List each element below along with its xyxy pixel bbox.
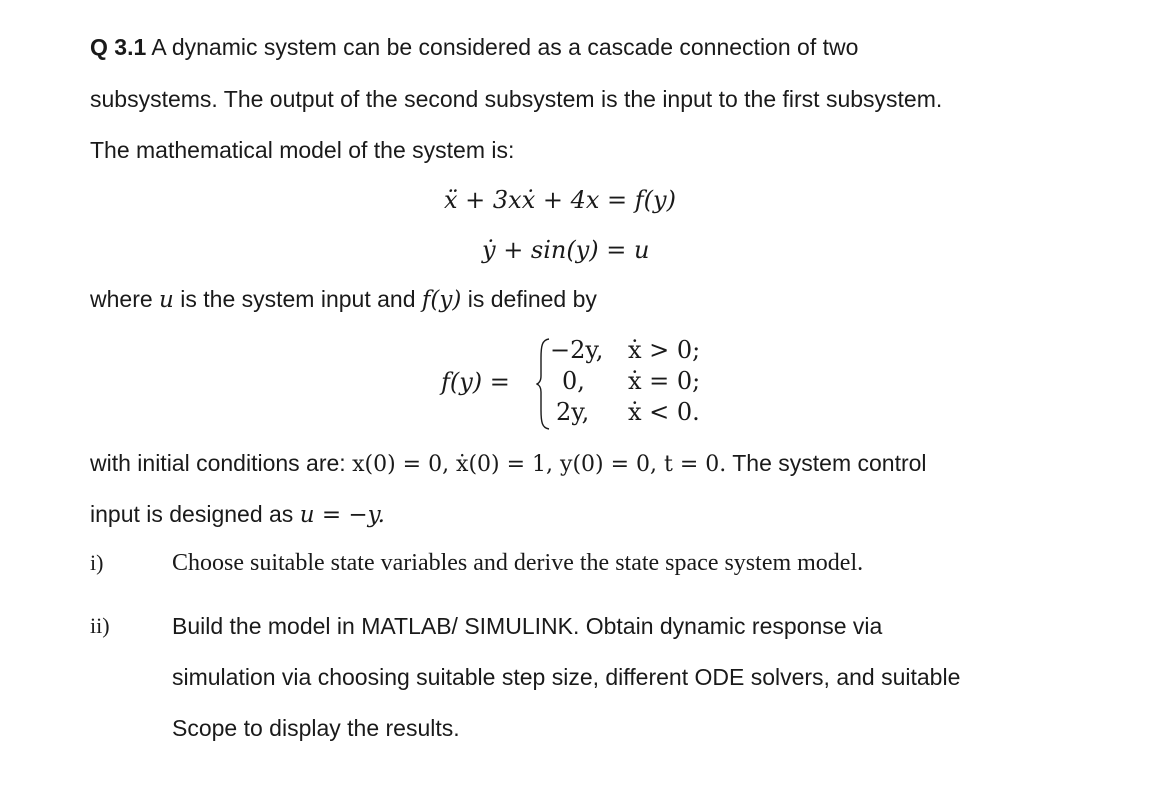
u-symbol: u: [159, 287, 174, 313]
item-ii-line-1: Build the model in MATLAB/ SIMULINK. Obtain dynamic response via: [172, 613, 883, 639]
question-label: Q 3.1: [90, 34, 147, 60]
question-line-3: The mathematical model of the system is:: [90, 137, 515, 163]
case-3-condition: ẋ < 0.: [628, 398, 700, 426]
control-law: u = −y.: [299, 502, 385, 528]
equation-2: ẏ + sin(y) = u: [482, 236, 650, 264]
case-3-value: 2y,: [556, 398, 590, 426]
case-1-value: −2y,: [550, 336, 604, 364]
initial-conditions-math: x(0) = 0, ẋ(0) = 1, y(0) = 0, t = 0.: [352, 452, 727, 477]
item-ii-line-3: Scope to display the results.: [172, 715, 460, 741]
item-i-text: Choose suitable state variables and derive the state space system model.: [172, 550, 864, 576]
case-2-value: 0,: [562, 367, 585, 395]
equation-1: ẍ + 3xẋ + 4x = f(y): [444, 186, 676, 214]
case-2-condition: ẋ = 0;: [628, 367, 701, 395]
item-ii-number: ii): [90, 613, 110, 638]
question-line-1: Q 3.1 A dynamic system can be considered as a cascade connection of two: [90, 34, 859, 60]
control-input-line: input is designed as u = −y.: [90, 501, 385, 528]
question-line-2: subsystems. The output of the second subsystem is the input to the first subsystem.: [90, 86, 943, 112]
where-line: where u is the system input and f(y) is defined by: [90, 286, 597, 313]
initial-conditions-line: with initial conditions are: x(0) = 0, ẋ(0) = 1, y(0) = 0, t = 0. The system control: [90, 450, 927, 477]
item-i-number: i): [90, 550, 104, 575]
item-ii-line-2: simulation via choosing suitable step size, different ODE solvers, and suitable: [172, 664, 961, 690]
left-brace: [536, 338, 550, 430]
piecewise-lhs: f(y) =: [441, 368, 510, 396]
case-1-condition: ẋ > 0;: [628, 336, 701, 364]
fy-symbol: f(y): [421, 287, 462, 313]
